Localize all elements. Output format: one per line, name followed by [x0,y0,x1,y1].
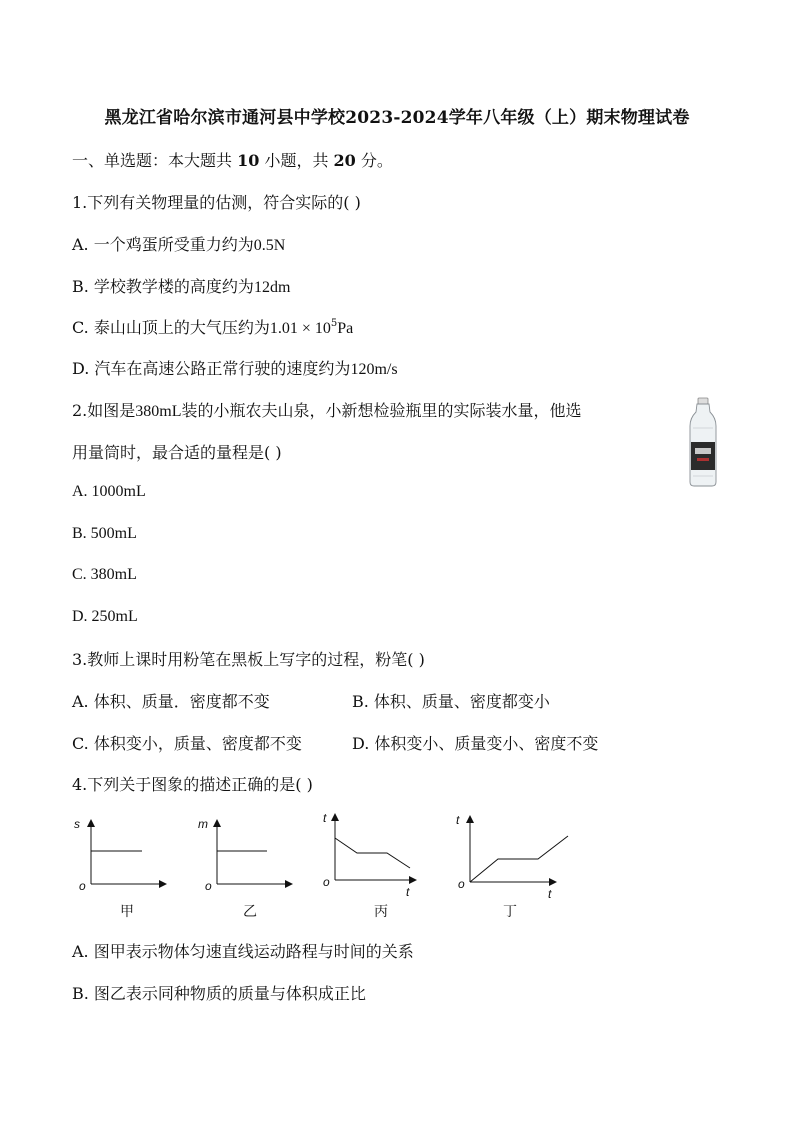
q2-option-d: D. 250mL [72,608,138,625]
section-header: 一、单选题：本大题共 10 小题，共 20 分。 [72,151,393,170]
water-bottle-image [683,396,723,488]
q3-option-b: B. 体积、质量、密度都变小 [352,692,550,711]
page-title: 黑龙江省哈尔滨市通河县中学校2023-2024学年八年级（上）期末物理试卷 [104,108,690,128]
graph-bing-caption: 丙 [374,904,388,920]
q2-stem-line2: 用量筒时，最合适的量程是( ) [72,443,282,462]
graph-jia-y-label: s [74,817,80,831]
q3-option-a: A. 体积、质量．密度都不变 [72,692,270,711]
graph-bing-origin: o [323,875,330,889]
graph-yi-caption: 乙 [243,904,257,920]
q1-stem: 1.下列有关物理量的估测，符合实际的( ) [72,193,361,212]
q1-option-a: A. 一个鸡蛋所受重力约为0.5N [72,235,286,254]
graph-yi [198,817,292,893]
graph-bing [323,811,416,899]
q4-option-b: B. 图乙表示同种物质的质量与体积成正比 [72,984,366,1003]
q3-option-d: D. 体积变小、质量变小、密度不变 [352,734,599,753]
q1-option-b: B. 学校教学楼的高度约为12dm [72,277,291,296]
q4-stem: 4.下列关于图象的描述正确的是( ) [72,775,313,794]
graph-yi-origin: o [205,879,212,893]
q2-option-a: A. 1000mL [72,483,146,500]
graph-jia-origin: o [79,879,86,893]
graph-ding [456,813,568,901]
q1-option-d: D. 汽车在高速公路正常行驶的速度约为120m/s [72,359,398,378]
graph-ding-y-label: t [456,813,460,827]
graph-yi-y-label: m [198,817,208,831]
graph-ding-line [470,836,568,882]
q3-option-c: C. 体积变小，质量、密度都不变 [72,734,302,753]
graph-jia-caption: 甲 [120,904,134,920]
q1-option-c: C. 泰山山顶上的大气压约为$1.01 \times 10^5Pa$ [72,318,354,337]
graph-jia [74,817,166,893]
q2-option-c: C. 380mL [72,566,137,583]
graph-ding-caption: 丁 [503,904,517,920]
q4-graphs [60,808,600,928]
q4-option-a: A. 图甲表示物体匀速直线运动路程与时间的关系 [72,942,414,961]
graph-ding-x-label: t [548,887,552,901]
q2-stem-line1: 2.如图是380mL装的小瓶农夫山泉，小新想检验瓶里的实际装水量，他选 [72,401,582,420]
q3-stem: 3.教师上课时用粉笔在黑板上写字的过程，粉笔( ) [72,650,425,669]
q2-option-b: B. 500mL [72,525,137,542]
graph-bing-x-label: t [406,885,410,899]
graph-ding-origin: o [458,877,465,891]
graph-bing-line [335,838,410,868]
graph-bing-y-label: t [323,811,327,825]
